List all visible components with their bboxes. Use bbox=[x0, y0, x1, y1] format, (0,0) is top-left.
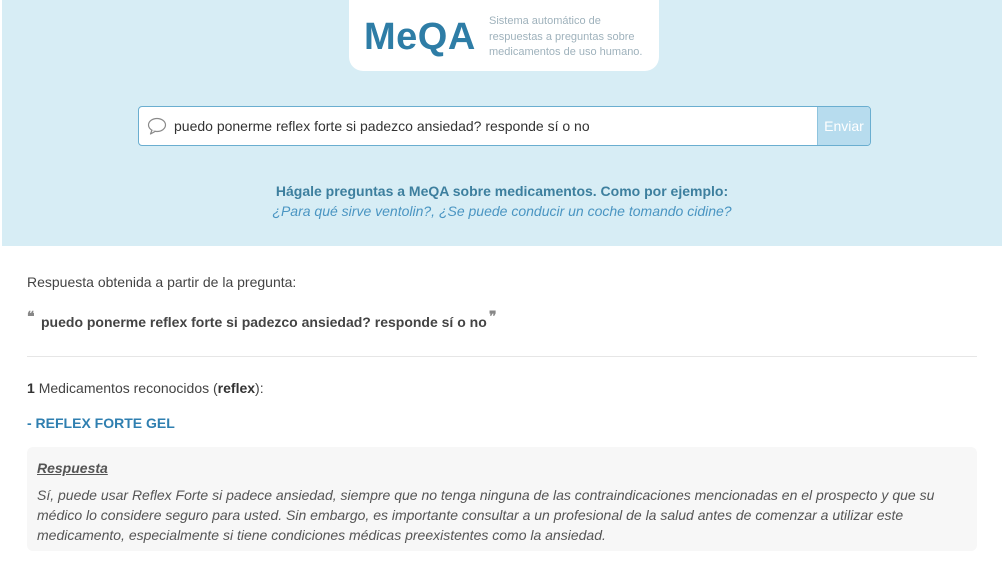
recognized-text: Medicamentos reconocidos ( bbox=[38, 380, 218, 396]
question-input[interactable] bbox=[174, 107, 814, 145]
recognized-close: ): bbox=[255, 380, 264, 396]
example-link-ventolin[interactable]: ¿Para qué sirve ventolin? bbox=[272, 203, 432, 219]
close-quote-icon: ❞ bbox=[489, 308, 497, 324]
search-bar bbox=[138, 106, 871, 146]
open-quote-icon: ❝ bbox=[27, 308, 35, 324]
prompt-title: Hágale preguntas a MeQA sobre medicamentos. Como por ejemplo: bbox=[275, 183, 729, 199]
speech-bubble-icon bbox=[147, 117, 167, 135]
answer-text: Sí, puede usar Reflex Forte si padece ansiedad, siempre que no tenga ninguna de las contraindicaciones mencionadas en el prospecto y que su médico lo considere seguro para usted. Sin embargo, es importante consultar a un profesional de la salud antes de comenzar a utilizar este medicamento, especialmente si tiene condiciones médicas preexistentes como la ansiedad. bbox=[37, 487, 935, 543]
hero-banner bbox=[2, 0, 1002, 246]
logo[interactable]: MeQA bbox=[364, 16, 476, 58]
recognized-term: reflex bbox=[217, 380, 256, 396]
question-label: Respuesta obtenida a partir de la pregunta: bbox=[27, 274, 297, 290]
logo-tagline: Sistema automático de respuestas a preguntas sobre medicamentos de uso humano. bbox=[489, 15, 643, 58]
medication-link[interactable]: - REFLEX FORTE GEL bbox=[27, 415, 175, 431]
answer-box bbox=[27, 447, 977, 551]
question-text: puedo ponerme reflex forte si padezco ansiedad? responde sí o no bbox=[41, 314, 487, 330]
divider bbox=[27, 356, 977, 357]
example-separator: , bbox=[431, 203, 439, 219]
answer-title: Respuesta bbox=[37, 460, 108, 476]
example-questions bbox=[2, 203, 1002, 219]
example-link-cidine[interactable]: ¿Se puede conducir un coche tomando cidine? bbox=[438, 203, 732, 219]
medication-count: 1 bbox=[27, 380, 35, 396]
send-button[interactable]: Enviar bbox=[817, 107, 870, 145]
recognized-medications bbox=[27, 380, 264, 396]
logo-card bbox=[349, 0, 659, 71]
